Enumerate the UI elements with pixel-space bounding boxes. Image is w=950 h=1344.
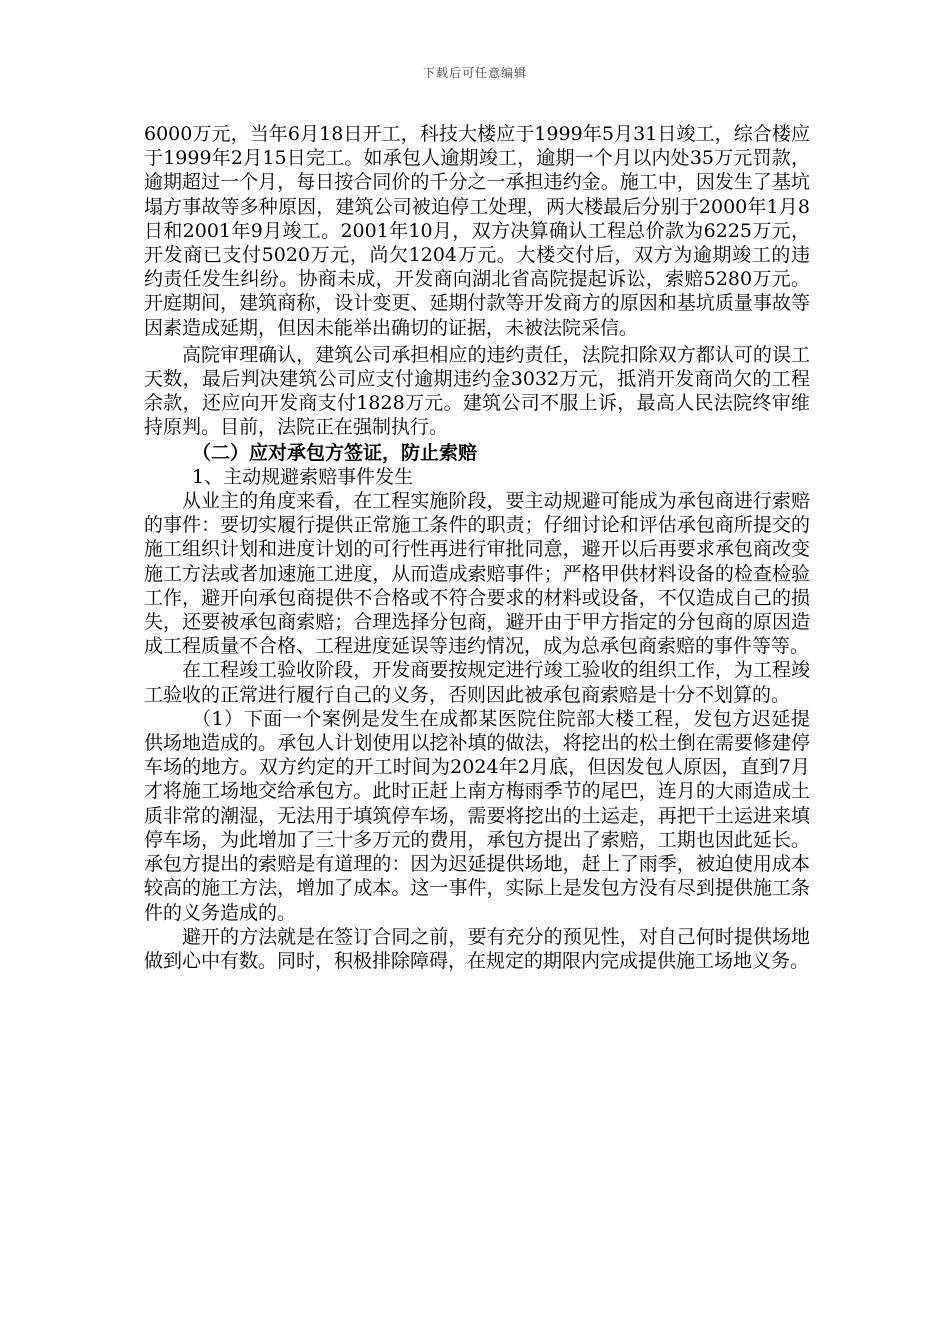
subsection-heading: 1、主动规避索赔事件发生 <box>192 465 414 488</box>
page-header: 下载后可任意编辑 <box>422 66 527 80</box>
paragraph-hospital-case: （1）下面一个案例是发生在成都某医院住院部大楼工程，发包方迟延提供场地造成的。承包人计划使用以挖补填的做法，将挖出的松土倒在需要修建停车场的地方。双方约定的开工时间为2024年2月底，但因发包人原因，直到7月才将施工场地交给承包方。此时正赶上南方梅雨季节的尾巴，连月的大雨造成土质非常的潮湿，无法用于填筑停车场，需要将挖出的土运走，再把干土运进来填停车场，为此增加了三十多万元的费用，承包方提出了索赔，工期也因此延长。承包方提出的索赔是有道理的：因为迟延提供场地，赶上了雨季，被迫使用成本较高的施工方法，增加了成本。这一事件，实际上是发包方没有尽到提供施工条件的义务造成的。 <box>144 707 810 924</box>
paragraph-court-ruling: 高院审理确认，建筑公司承担相应的违约责任，法院扣除双方都认可的误工天数，最后判决建筑公司应支付逾期违约金3032万元，抵消开发商尚欠的工程余款，还应向开发商支付1828万元。建筑公司不服上诉，最高人民法院终审维持原判。目前，法院正在强制执行。 <box>144 343 810 439</box>
section-heading: （二）应对承包方签证，防止索赔 <box>192 441 478 464</box>
paragraph-owner-perspective: 从业主的角度来看，在工程实施阶段，要主动规避可能成为承包商进行索赔的事件：要切实履行提供正常施工条件的职责；仔细讨论和评估承包商所提交的施工组织计划和进度计划的可行性再进行审批同意，避开以后再要求承包商改变施工方法或者加速施工进度，从而造成索赔事件；严格甲供材料设备的检查检验工作，避开向承包商提供不合格或不符合要求的材料或设备，不仅造成自己的损失，还要被承包商索赔；合理选择分包商，避开由于甲方指定的分包商的原因造成工程质量不合格、工程进度延误等违约情况，成为总承包商索赔的事件等等。 <box>144 490 810 658</box>
paragraph-case-facts: 6000万元，当年6月18日开工，科技大楼应于1999年5月31日竣工，综合楼应于1999年2月15日完工。如承包人逾期竣工，逾期一个月以内处35万元罚款，逾期超过一个月，每日按合同价的千分之一承担违约金。施工中，因发生了基坑塌方事故等多种原因，建筑公司被迫停工处理，两大楼最后分别于2000年1月8日和2001年9月竣工。2001年10月，双方决算确认工程总价款为6225万元，开发商已支付5020万元，尚欠1204万元。大楼交付后，双方为逾期竣工的违约责任发生纠纷。协商未成，开发商向湖北省高院提起诉讼，索赔5280万元。开庭期间，建筑商称，设计变更、延期付款等开发商方的原因和基坑质量事故等因素造成延期，但因未能举出确切的证据，未被法院采信。 <box>144 123 810 339</box>
paragraph-avoidance-method: 避开的方法就是在签订合同之前，要有充分的预见性，对自己何时提供场地做到心中有数。同时，积极排除障碍，在规定的期限内完成提供施工场地义务。 <box>144 925 810 972</box>
document-body <box>144 122 810 973</box>
paragraph-completion-acceptance: 在工程竣工验收阶段，开发商要按规定进行竣工验收的组织工作，为工程竣工验收的正常进行履行自己的义务，否则因此被承包商索赔是十分不划算的。 <box>144 659 810 706</box>
